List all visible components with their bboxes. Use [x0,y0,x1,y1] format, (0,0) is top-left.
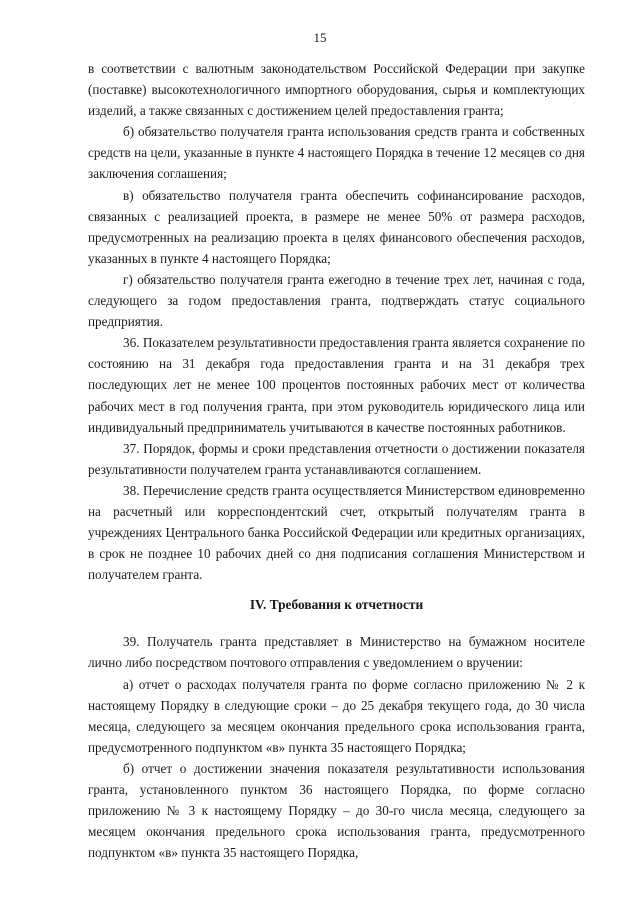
page-number: 15 [313,30,327,45]
section-heading: IV. Требования к отчетности [249,597,424,613]
paragraph-continuation: в соответствии с валютным законодательством Российской Федерации при закупке (поставке) высокотехнологичного импортного оборудования, сырья и комплектующих изделий, а также связанных с достижением целей предоставления гранта; [88,61,585,119]
paragraph-item-v: в) обязательство получателя гранта обеспечить софинансирование расходов, связанных с реализацией проекта, в размере не менее 50% от размера расходов, предусмотренных на реализацию проекта в целях финансового обеспечения расходов, указанных в пункте 4 настоящего Порядка; [88,187,585,266]
paragraph-39-item-a: а) отчет о расходах получателя гранта по форме согласно приложению № 2 к настоящему Порядку в следующие сроки – до 25 декабря текущего года, до 30 числа месяца, следующего за месяцем окончания предельного срока использования гранта, предусмотренного подпунктом «в» пункта 35 настоящего Порядка; [88,676,585,755]
paragraph-38: 38. Перечисление средств гранта осуществляется Министерством единовременно на расчетный или корреспондентский счет, открытый получателям гранта в учреждениях Центрального банка Российской Федерации или кредитных организациях, в срок не позднее 10 рабочих дней со дня подписания соглашения Министерством и получателем гранта. [88,482,585,583]
paragraph-item-b: б) обязательство получателя гранта использования средств гранта и собственных средств на цели, указанные в пункте 4 настоящего Порядка в течение 12 месяцев со дня заключения соглашения; [88,124,585,182]
paragraph-37: 37. Порядок, формы и сроки представления отчетности о достижении показателя результативности получателем гранта устанавливаются соглашением. [88,440,585,477]
document-body [88,58,585,863]
paragraph-item-g: г) обязательство получателя гранта ежегодно в течение трех лет, начиная с года, следующего за годом предоставления гранта, подтверждать статус социального предприятия. [88,271,585,330]
paragraph-36: 36. Показателем результативности предоставления гранта является сохранение по состоянию на 31 декабря года предоставления гранта и на 31 декабря трех последующих лет не менее 100 процентов постоянных рабочих мест от количества рабочих мест в год получения гранта, при этом руководитель юридического лица или индивидуальный предприниматель учитываются в качестве постоянных работников. [88,335,585,435]
paragraph-39: 39. Получатель гранта представляет в Министерство на бумажном носителе лично либо посредством почтового отправления с уведомлением о вручении: [88,634,585,671]
paragraph-39-item-b: б) отчет о достижении значения показателя результативности использования гранта, установленного пунктом 36 настоящего Порядка, по форме согласно приложению № 3 к настоящему Порядку – до 30-го числа месяца, следующего за месяцем окончания предельного срока использования гранта, предусмотренного подпунктом «в» пункта 35 настоящего Порядка, [88,760,585,861]
